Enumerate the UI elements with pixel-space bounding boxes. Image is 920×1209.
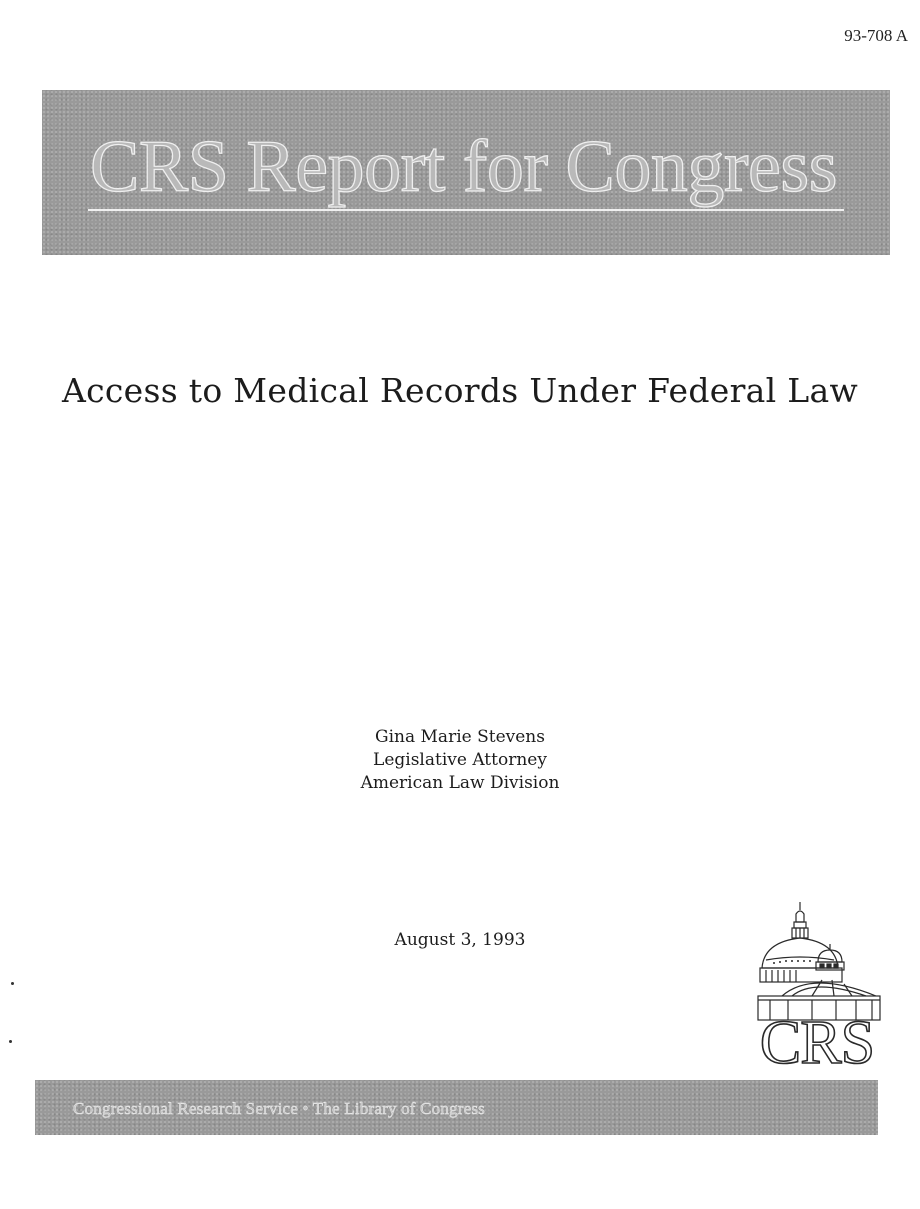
banner-rule [88,209,844,211]
footer-band [35,1080,878,1135]
scan-mark [9,1040,12,1043]
crs-logo [752,900,882,1077]
capitol-dome-icon [752,900,882,1025]
scan-mark [11,982,14,985]
banner-title: CRS Report for Congress [90,126,837,208]
report-date: August 3, 1993 [394,930,526,950]
author-division: American Law Division [360,773,560,793]
report-banner [42,90,890,255]
author-position: Legislative Attorney [373,750,547,770]
author-name: Gina Marie Stevens [375,727,545,747]
author-block [0,726,920,795]
document-title: Access to Medical Records Under Federal Law [61,371,859,410]
report-number: 93-708 A [844,26,908,45]
footer-text: Congressional Research Service • The Library of Congress [73,1099,485,1118]
logo-text: CRS [759,1009,875,1077]
